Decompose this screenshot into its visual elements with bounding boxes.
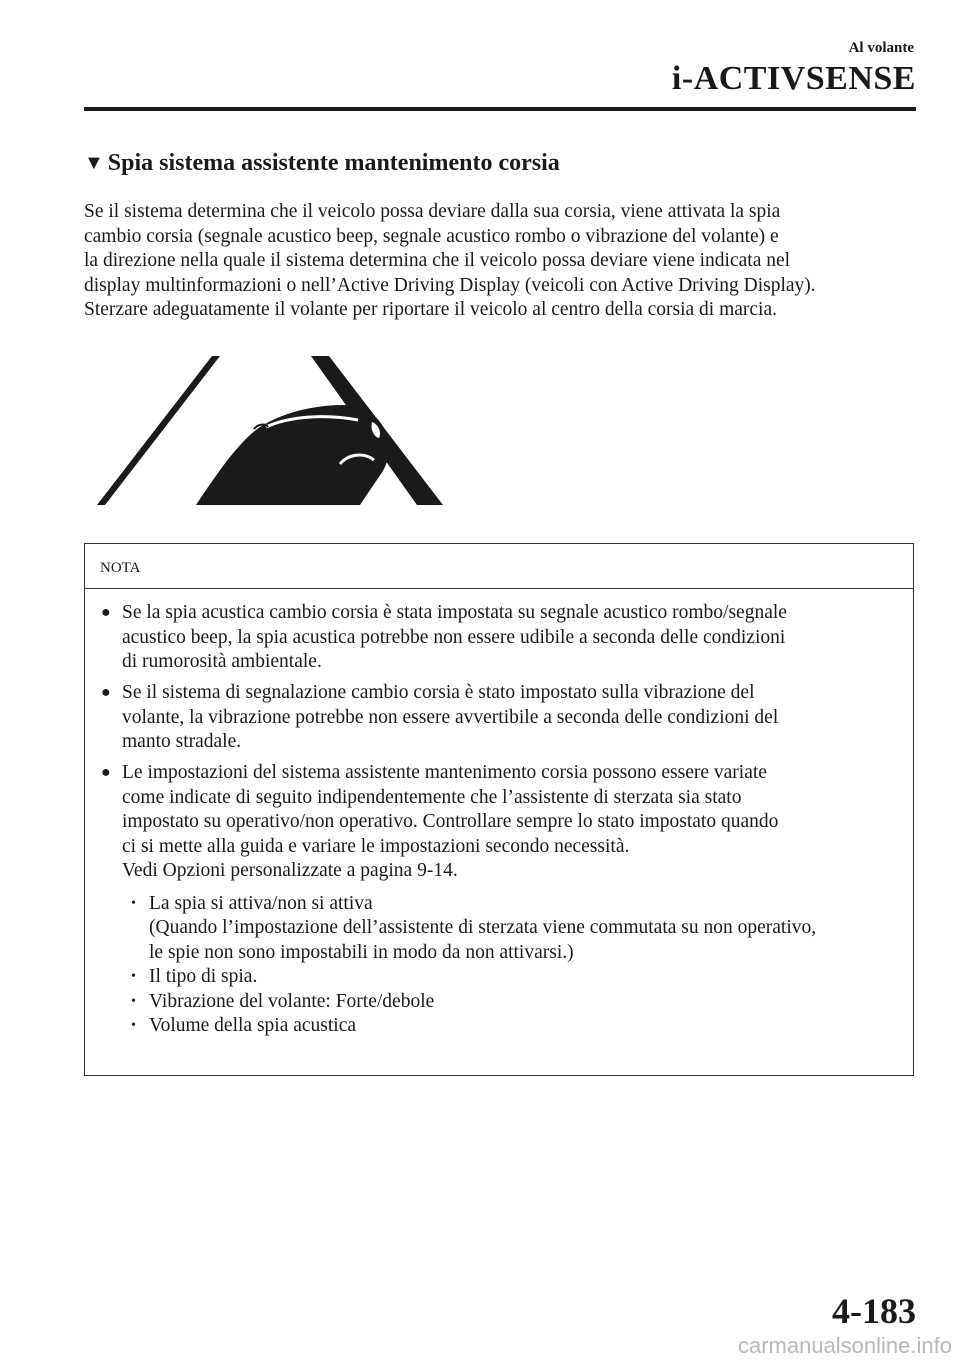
note-line: come indicate di seguito indipendentemente che l’assistente di sterzata sia stato: [122, 786, 742, 808]
sub-item: [85, 1014, 816, 1039]
paragraph-line: display multinformazioni o nell’Active Driving Display (veicoli con Active Driving Display).: [84, 274, 816, 296]
note-line: Le impostazioni del sistema assistente mantenimento corsia possono essere variate: [122, 762, 767, 783]
sub-item-line: Vibrazione del volante: Forte/debole: [149, 990, 435, 1012]
sub-item-line: La spia si attiva/non si attiva: [149, 892, 373, 914]
watermark: carmanualsonline.info: [737, 1333, 952, 1358]
sub-item: [85, 965, 816, 990]
note-line: Se il sistema di segnalazione cambio corsia è stato impostato sulla vibrazione del: [122, 682, 755, 703]
sub-bullet-icon: •: [131, 1018, 136, 1033]
lane-departure-warning-icon: [96, 356, 446, 508]
note-line: acustico beep, la spia acustica potrebbe non essere udibile a seconda delle condizioni: [122, 626, 786, 648]
triangle-bullet-icon: ▼: [84, 152, 104, 174]
note-box: [84, 543, 914, 1076]
bullet-dot-icon: ●: [101, 764, 111, 781]
sub-bullet-icon: •: [131, 895, 136, 911]
paragraph-line: Se il sistema determina che il veicolo possa deviare dalla sua corsia, viene attivata la spia: [84, 201, 781, 222]
note-line: Vedi Opzioni personalizzate a pagina 9-14.: [122, 860, 458, 881]
note-line: di rumorosità ambientale.: [122, 651, 322, 672]
section-paragraph: [84, 200, 924, 323]
bullet-dot-icon: ●: [101, 604, 111, 621]
page-number: 4-183: [832, 1291, 916, 1331]
paragraph-line: cambio corsia (segnale acustico beep, segnale acustico rombo o vibrazione del volante) e: [84, 225, 779, 247]
section-title-text: Spia sistema assistente mantenimento corsia: [107, 150, 560, 176]
sub-bullet-icon: •: [131, 993, 136, 1009]
paragraph-line: la direzione nella quale il sistema determina che il veicolo possa deviare viene indicata nel: [84, 250, 791, 271]
sub-item-line: Il tipo di spia.: [149, 966, 258, 987]
section-title: [84, 150, 560, 177]
header-section: Al volante: [848, 40, 914, 56]
sub-item: [85, 990, 816, 1015]
sub-item: [85, 892, 816, 966]
note-item: [85, 761, 816, 1039]
note-line: Se la spia acustica cambio corsia è stata impostata su segnale acustico rombo/segnale: [122, 602, 787, 623]
note-line: impostato su operativo/non operativo. Controllare sempre lo stato impostato quando: [122, 811, 779, 832]
note-item: [85, 681, 778, 755]
sub-bullet-icon: •: [131, 969, 136, 984]
note-line: ci si mette alla guida e variare le impostazioni secondo necessità.: [122, 835, 630, 857]
note-heading: NOTA: [85, 544, 913, 589]
header-rule: [84, 107, 916, 111]
note-item: [85, 601, 787, 675]
sub-item-line: le spie non sono impostabili in modo da non attivarsi.): [149, 941, 574, 963]
sub-item-line: Volume della spia acustica: [149, 1015, 357, 1036]
paragraph-line: Sterzare adeguatamente il volante per riportare il veicolo al centro della corsia di marcia.: [84, 299, 778, 320]
note-line: manto stradale.: [122, 731, 242, 752]
left-lane-line: [97, 356, 220, 505]
sub-item-line: (Quando l’impostazione dell’assistente di sterzata viene commutata su non operativo,: [149, 917, 817, 938]
header-chapter-title: i-ACTIVSENSE: [671, 60, 916, 97]
note-line: volante, la vibrazione potrebbe non essere avvertibile a seconda delle condizioni del: [122, 706, 779, 728]
bullet-dot-icon: ●: [101, 684, 111, 701]
